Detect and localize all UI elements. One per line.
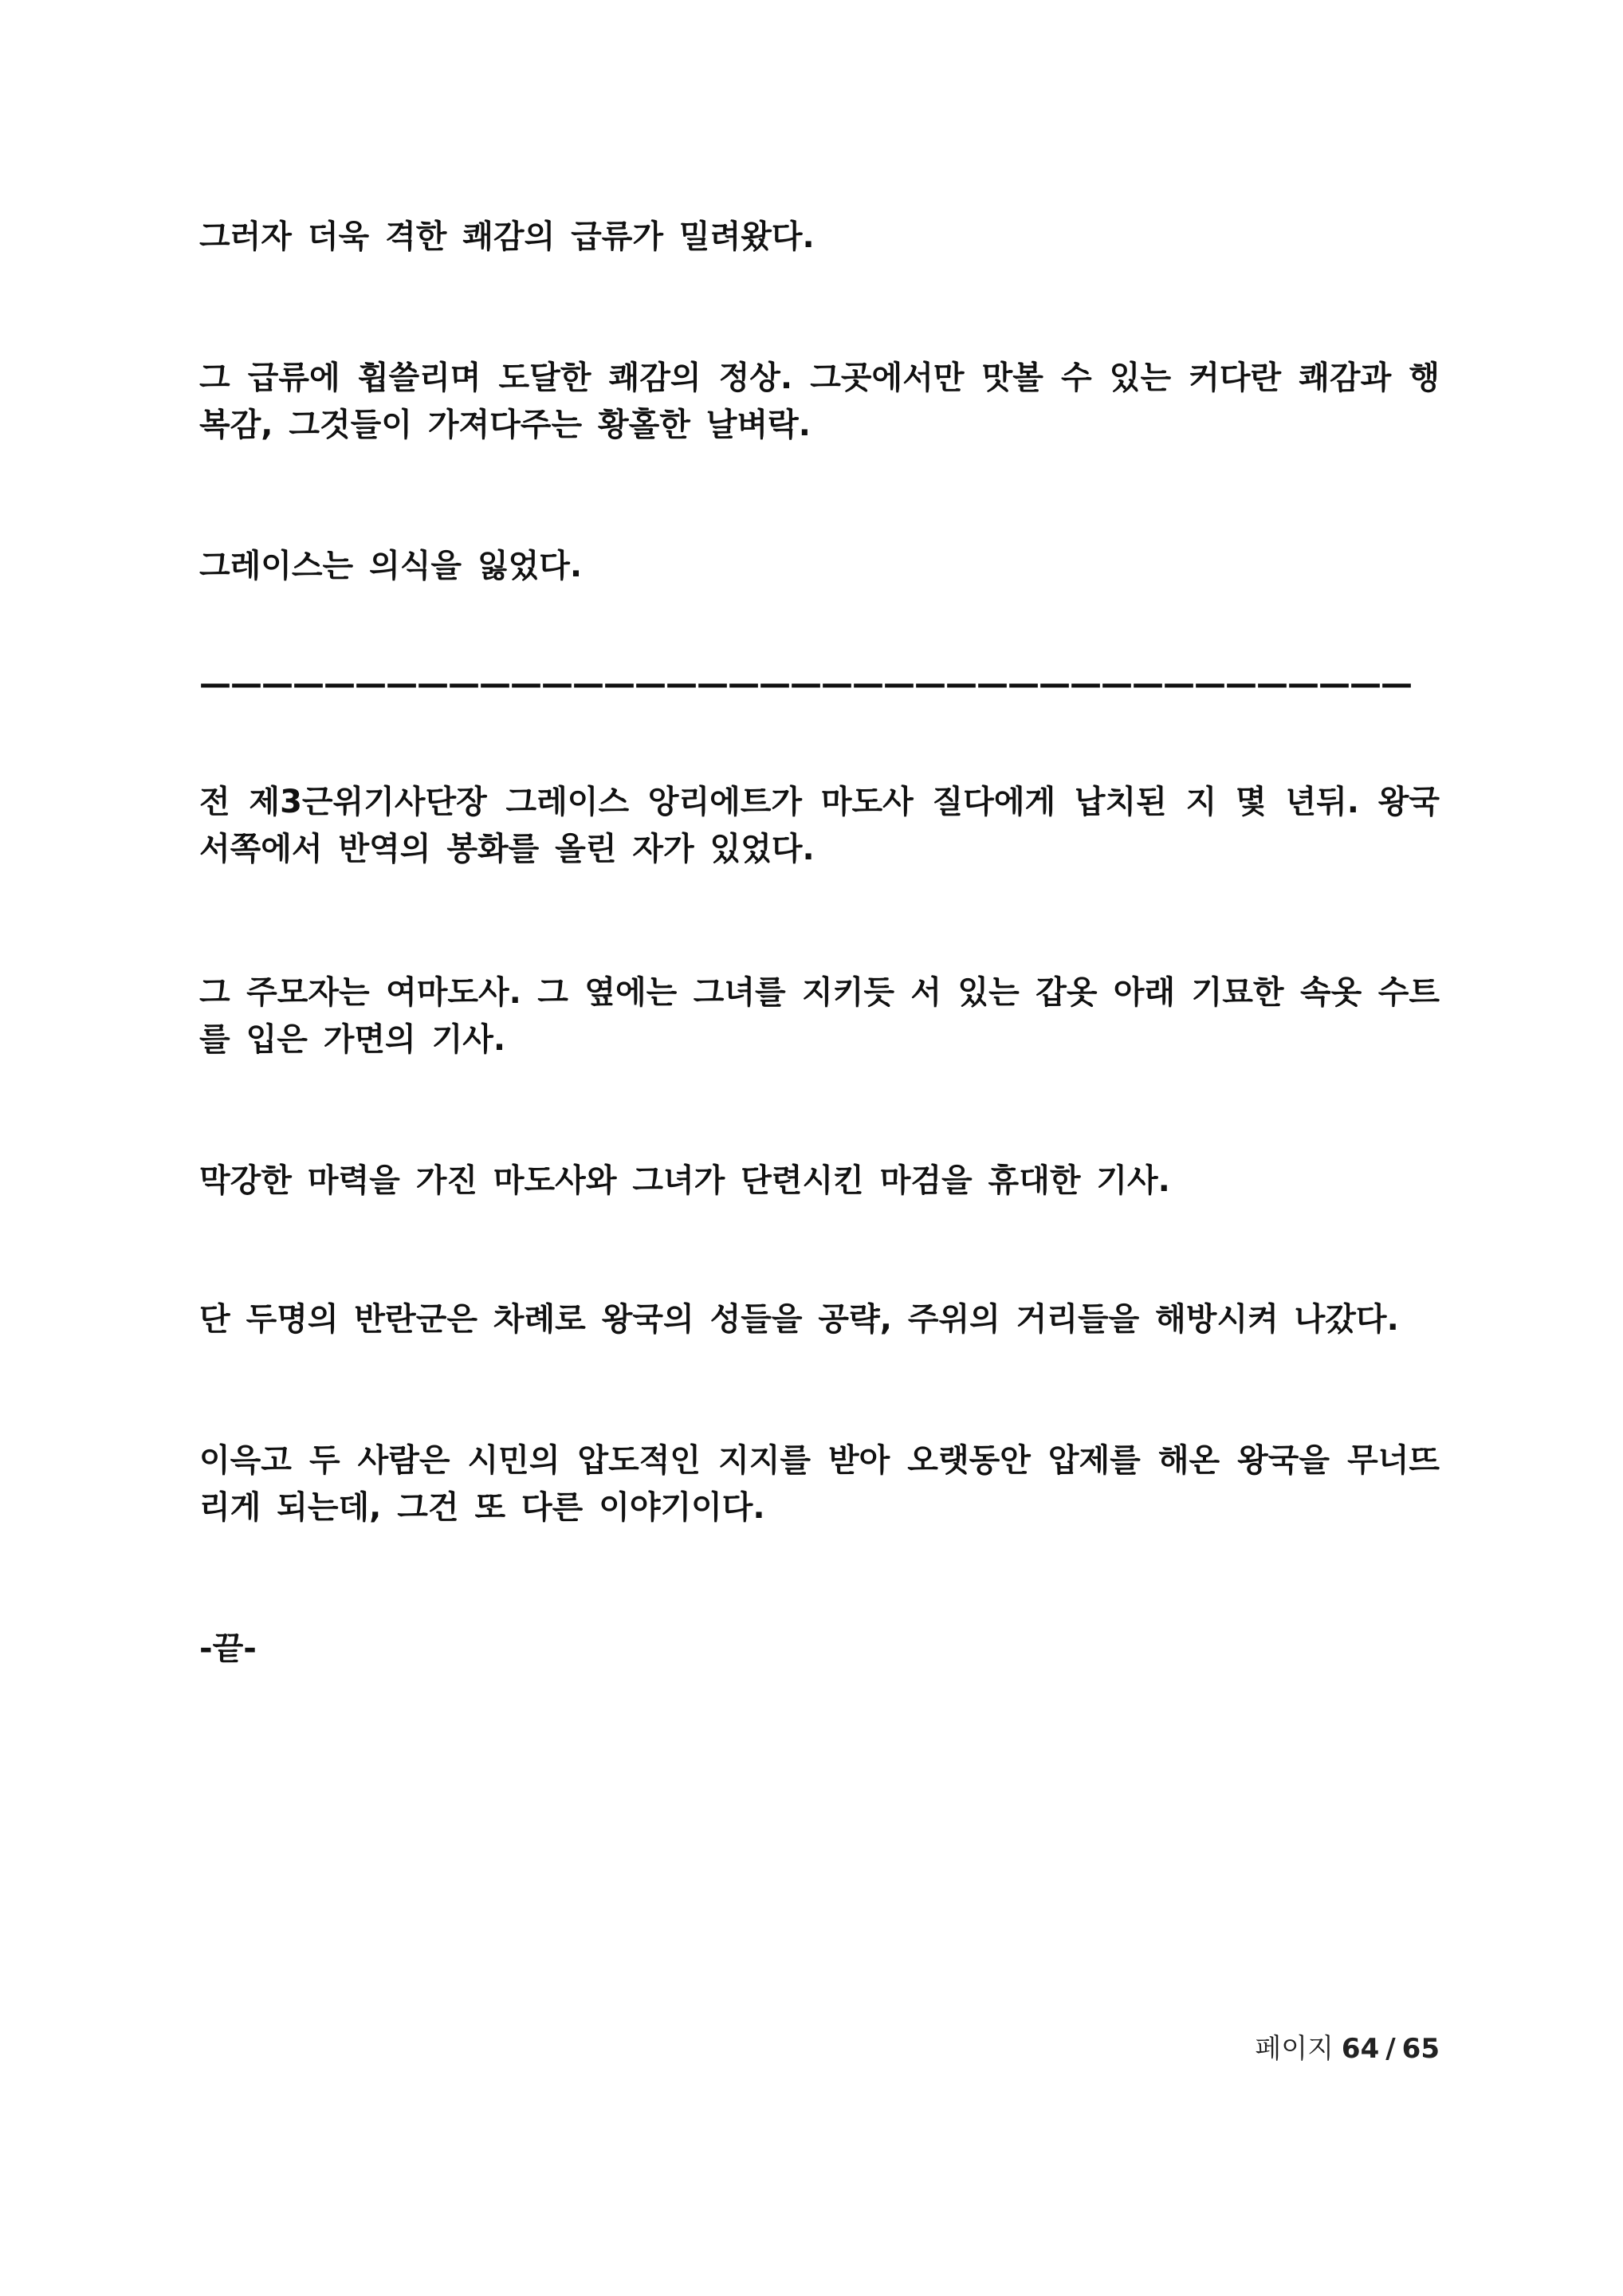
page-label: 페이지	[1255, 2033, 1334, 2065]
paragraph: 단 두명의 반란군은 차례로 왕국의 성들을 공략, 주위의 거리들을 해방시켜 나갔다.	[199, 1301, 1399, 1338]
page-divider: /	[1385, 2033, 1396, 2065]
paragraph: 이윽고 두 사람은 시민의 압도적인 지지를 받아 오랫동안 압제를 해온 왕국을 무너뜨리게 되는데, 그건 또 다른 이야기이다.	[199, 1442, 1440, 1526]
paragraph: 그 급류에 휩쓸리며 도달한 쾌감의 정상. 그곳에서만 맛볼 수 있는 커다란 쾌감과 행복감, 그것들이 가져다주는 황홀한 날벼락.	[199, 360, 1440, 443]
paragraph: 그러자 더욱 격한 쾌감의 급류가 밀려왔다.	[199, 218, 815, 255]
paragraph: 그레이스는 의식을 잃었다.	[199, 548, 583, 584]
page-content	[199, 214, 1440, 1673]
end-mark: -끝-	[199, 1630, 257, 1667]
paragraph: 그 주모자는 여마도사. 그 옆에는 그녀를 지키듯 서 있는 갑옷 아래 기묘한 속옷 수트를 입은 가면의 기사.	[199, 974, 1440, 1058]
section-divider: ———————————————————————————————————————	[199, 666, 1412, 702]
paragraph: 막강한 마력을 가진 마도사와 그녀가 단련시킨 마검을 휴대한 기사.	[199, 1162, 1170, 1199]
page-number-footer	[1255, 2031, 1440, 2066]
paragraph: 전 제3근위기사단장 그레이스 앙리에트가 마도사 질다에게 납치된 지 몇 년뒤. 왕국 서쪽에서 반역의 봉화를 올린 자가 있었다.	[199, 784, 1440, 867]
total-page-number: 65	[1401, 2033, 1440, 2065]
current-page-number: 64	[1341, 2033, 1380, 2065]
